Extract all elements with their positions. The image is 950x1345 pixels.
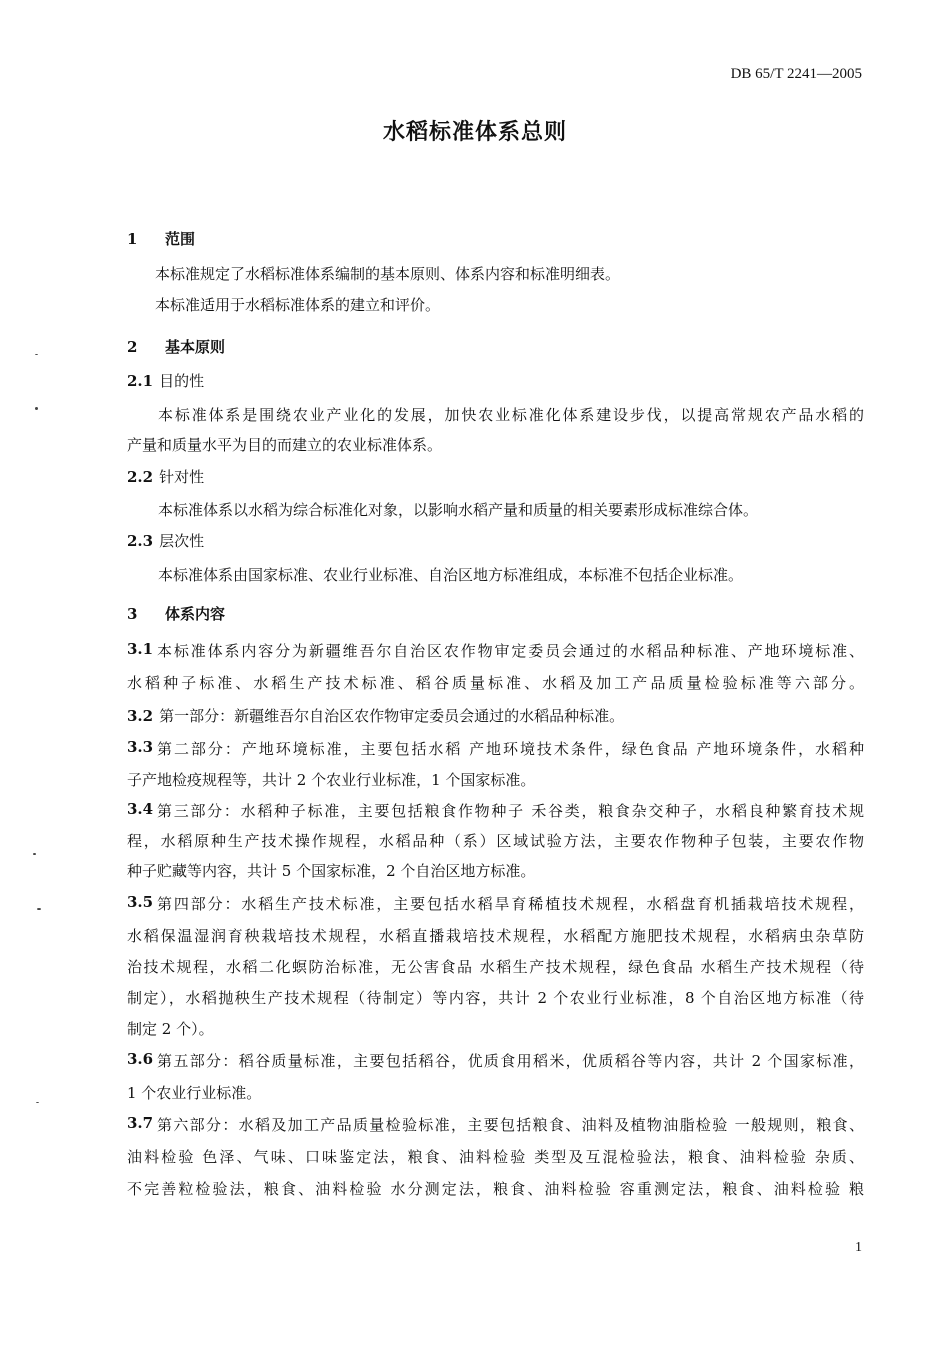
clause-line: 油料检验 色泽、气味、口味鉴定法，粮食、油料检验 类型及互混检验法，粮食、油料检验 杂质、: [127, 1148, 864, 1166]
clause-line: 第六部分：水稻及加工产品质量检验标准，主要包括粮食、油料及植物油脂检验 一般规则，粮食、: [157, 1116, 864, 1134]
document-title: 水稻标准体系总则: [382, 119, 567, 145]
scan-speck: [37, 908, 41, 910]
subsection-2-3-heading: [127, 530, 204, 551]
paragraph-line: 产量和质量水平为目的而建立的农业标准体系。: [127, 436, 443, 454]
clause-line: 不完善粒检验法，粮食、油料检验 水分测定法，粮食、油料检验 容重测定法，粮食、油料检验 粮: [127, 1180, 864, 1198]
clause-line: 本标准体系内容分为新疆维吾尔自治区农作物审定委员会通过的水稻品种标准、产地环境标准、: [157, 642, 864, 660]
clause-line: 子产地检疫规程等，共计 2 个农业行业标准，1 个国家标准。: [127, 771, 536, 789]
clause-line: 第五部分：稻谷质量标准，主要包括稻谷，优质食用稻米，优质稻谷等内容，共计 2 个国家标准，: [157, 1052, 864, 1070]
paragraph: 本标准规定了水稻标准体系编制的基本原则、体系内容和标准明细表。: [155, 265, 621, 283]
clause-line: 第三部分：水稻种子标准，主要包括粮食作物种子 禾谷类，粮食杂交种子，水稻良种繁育技术规: [157, 802, 864, 820]
subsection-number: 2.1: [127, 372, 154, 390]
clause-line: 第四部分：水稻生产技术标准，主要包括水稻旱育稀植技术规程，水稻盘育机插栽培技术规程，: [157, 895, 864, 913]
page-number: 1: [855, 1240, 862, 1255]
scan-speck: [35, 354, 38, 355]
clause-line: 制定 2 个）。: [127, 1020, 214, 1038]
standard-code: DB 65/T 2241—2005: [730, 66, 862, 82]
scan-speck: [36, 1102, 39, 1103]
section-3-heading: [127, 603, 225, 624]
section-number: 3: [127, 605, 138, 623]
subsection-number: 2.2: [127, 468, 154, 486]
clause-number: 3.3: [127, 738, 154, 756]
subsection-title: 层次性: [159, 532, 205, 550]
subsection-title: 针对性: [159, 468, 205, 486]
paragraph-line: 本标准体系由国家标准、农业行业标准、自治区地方标准组成，本标准不包括企业标准。: [158, 566, 744, 584]
section-title: 基本原则: [165, 338, 226, 356]
subsection-title: 目的性: [159, 372, 205, 390]
clause-line: 1 个农业行业标准。: [127, 1084, 262, 1102]
paragraph-line: 本标准体系以水稻为综合标准化对象，以影响水稻产量和质量的相关要素形成标准综合体。: [158, 501, 759, 519]
section-1-heading: [127, 228, 195, 249]
clause-line: 水稻种子标准、水稻生产技术标准、稻谷质量标准、水稻及加工产品质量检验标准等六部分。: [127, 674, 864, 692]
scan-speck: [35, 407, 38, 410]
clause-line: 程，水稻原种生产技术操作规程，水稻品种（系）区域试验方法，主要农作物种子包装，主要农作物: [127, 832, 864, 850]
clause-3-4: [127, 800, 864, 821]
clause-3-2: [127, 705, 624, 726]
paragraph: 本标准适用于水稻标准体系的建立和评价。: [155, 296, 441, 314]
clause-number: 3.5: [127, 893, 154, 911]
clause-number: 3.6: [127, 1050, 154, 1068]
clause-number: 3.1: [127, 640, 154, 658]
clause-line: 治技术规程，水稻二化螟防治标准，无公害食品 水稻生产技术规程，绿色食品 水稻生产技术规程（待: [127, 958, 864, 976]
section-number: 1: [127, 230, 138, 248]
paragraph-line: 本标准体系是围绕农业产业化的发展，加快农业标准化体系建设步伐，以提高常规农产品水稻的: [158, 406, 864, 424]
clause-line: 制定），水稻抛秧生产技术规程（待制定）等内容，共计 2 个农业行业标准，8 个自治区地方标准（待: [127, 989, 864, 1007]
clause-line: 水稻保温湿润育秧栽培技术规程，水稻直播栽培技术规程，水稻配方施肥技术规程，水稻病虫杂草防: [127, 927, 864, 945]
section-title: 范围: [165, 230, 196, 248]
clause-3-5: [127, 893, 864, 914]
scan-speck: [33, 853, 36, 855]
clause-3-7: [127, 1114, 864, 1135]
clause-line: 种子贮藏等内容，共计 5 个国家标准，2 个自治区地方标准。: [127, 862, 536, 880]
subsection-number: 2.3: [127, 532, 154, 550]
subsection-2-2-heading: [127, 466, 204, 487]
clause-3-1: [127, 640, 864, 661]
section-title: 体系内容: [165, 605, 226, 623]
section-number: 2: [127, 338, 138, 356]
clause-3-6: [127, 1050, 864, 1071]
clause-3-3: [127, 738, 864, 759]
clause-line: 第一部分：新疆维吾尔自治区农作物审定委员会通过的水稻品种标准。: [159, 707, 625, 725]
section-2-heading: [127, 336, 225, 357]
clause-line: 第二部分：产地环境标准，主要包括水稻 产地环境技术条件，绿色食品 产地环境条件，水稻种: [157, 740, 864, 758]
subsection-2-1-heading: [127, 370, 204, 391]
clause-number: 3.7: [127, 1114, 154, 1132]
clause-number: 3.2: [127, 707, 154, 725]
clause-number: 3.4: [127, 800, 154, 818]
